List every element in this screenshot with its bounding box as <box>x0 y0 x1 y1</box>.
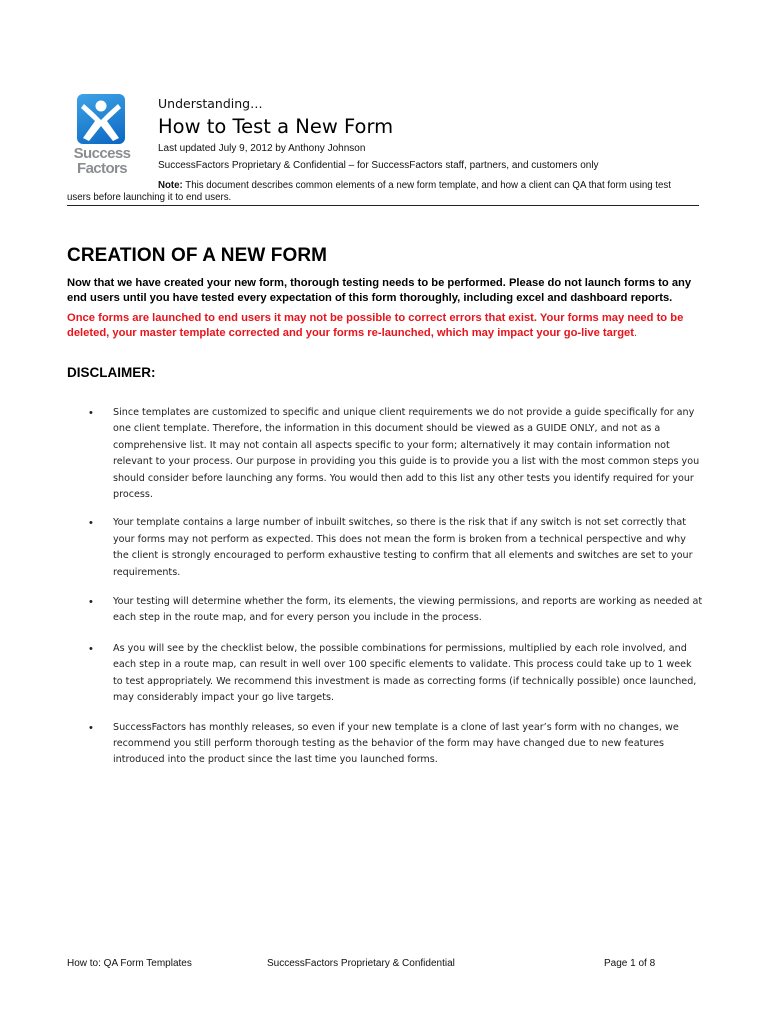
warning-period: . <box>634 326 638 339</box>
list-item-text: As you will see by the checklist below, the possible combinations for permissions, multiplied by each role involved, and each step in a route map, can result in well over 100 specific elements to validate. This process could take up to 1 week to test appropriately. We recommend this investment is made as correcting forms (if technically possible) once launched, may considerably impact your go live targets. <box>113 642 697 704</box>
warning-text: Once forms are launched to end users it may not be possible to correct errors that exist. Your forms may need to be deleted, your master template corrected and your forms re-launched, which may impact your go-live target <box>67 312 684 339</box>
list-item <box>89 720 704 769</box>
list-item <box>89 515 704 581</box>
bullet-icon: • <box>89 517 93 530</box>
bullet-icon: • <box>89 407 93 419</box>
list-item <box>89 594 704 627</box>
logo-word-line1: Success <box>73 145 131 162</box>
list-item <box>89 641 704 707</box>
header-divider <box>67 205 699 206</box>
note-text: This document describes common elements of a new form template, and how a client can QA that form using test users before launching it to end users. <box>67 180 671 203</box>
list-item-text: Since templates are customized to specific and unique client requirements we do not provide a guide specifically for any one client template. Therefore, the information in this document should be viewed as a GUIDE ONLY, and not as a comprehensive list. It may not contain all aspects specific to your form; alternatively it may contain information not relevant to your process. Our purpose in providing you this guide is to provide you a list with the most common steps you should consider before launching any forms. You would then add to this list any other tests you identify required for your process. <box>113 407 700 501</box>
disclaimer-list <box>89 405 704 769</box>
last-updated: Last updated July 9, 2012 by Anthony Johnson <box>158 143 366 154</box>
section-heading: CREATION OF A NEW FORM <box>67 245 328 266</box>
footer-title: How to: QA Form Templates <box>67 958 192 969</box>
list-item-text: Your testing will determine whether the form, its elements, the viewing permissions, and reports are working as needed at each step in the route map, and for every person you include in the process. <box>113 596 703 624</box>
confidential-notice: SuccessFactors Proprietary & Confidential – for SuccessFactors staff, partners, and customers only <box>158 160 599 171</box>
disclaimer-heading: DISCLAIMER: <box>67 365 156 380</box>
logo-word-line2: Factors <box>77 160 127 177</box>
document-title: How to Test a New Form <box>158 115 394 138</box>
bullet-icon: • <box>89 642 93 655</box>
bullet-icon: • <box>89 721 93 734</box>
list-item-text: Your template contains a large number of inbuilt switches, so there is the risk that if any switch is not set correctly that your forms may not perform as expected. This does not mean the form is broken from a technical perspective and why the client is strongly encouraged to perform exhaustive testing to confirm that all elements and switches are set to your requirements. <box>113 517 693 578</box>
list-item-text: SuccessFactors has monthly releases, so even if your new template is a clone of last year’s form with no changes, we recommend you still perform thorough testing as the behavior of the form may have changed due to new features introduced into the product since the last time you launched forms. <box>113 721 679 766</box>
successfactors-logo <box>66 94 138 182</box>
bullet-icon: • <box>89 596 93 609</box>
note-label: Note: <box>158 180 183 191</box>
logo-wordmark <box>66 146 138 176</box>
footer-page-number: Page 1 of 8 <box>604 958 656 969</box>
successfactors-x-figure-icon <box>77 94 125 144</box>
warning-paragraph <box>67 311 707 340</box>
pre-title: Understanding… <box>158 96 263 111</box>
document-note <box>67 180 697 204</box>
section-intro: Now that we have created your new form, thorough testing needs to be performed. Please do not launch forms to any end users until you have tested every expectation of this form thoroughly, including excel and dashboard reports. <box>67 277 692 304</box>
footer-confidential: SuccessFactors Proprietary & Confidential <box>267 958 455 969</box>
list-item <box>89 405 704 503</box>
